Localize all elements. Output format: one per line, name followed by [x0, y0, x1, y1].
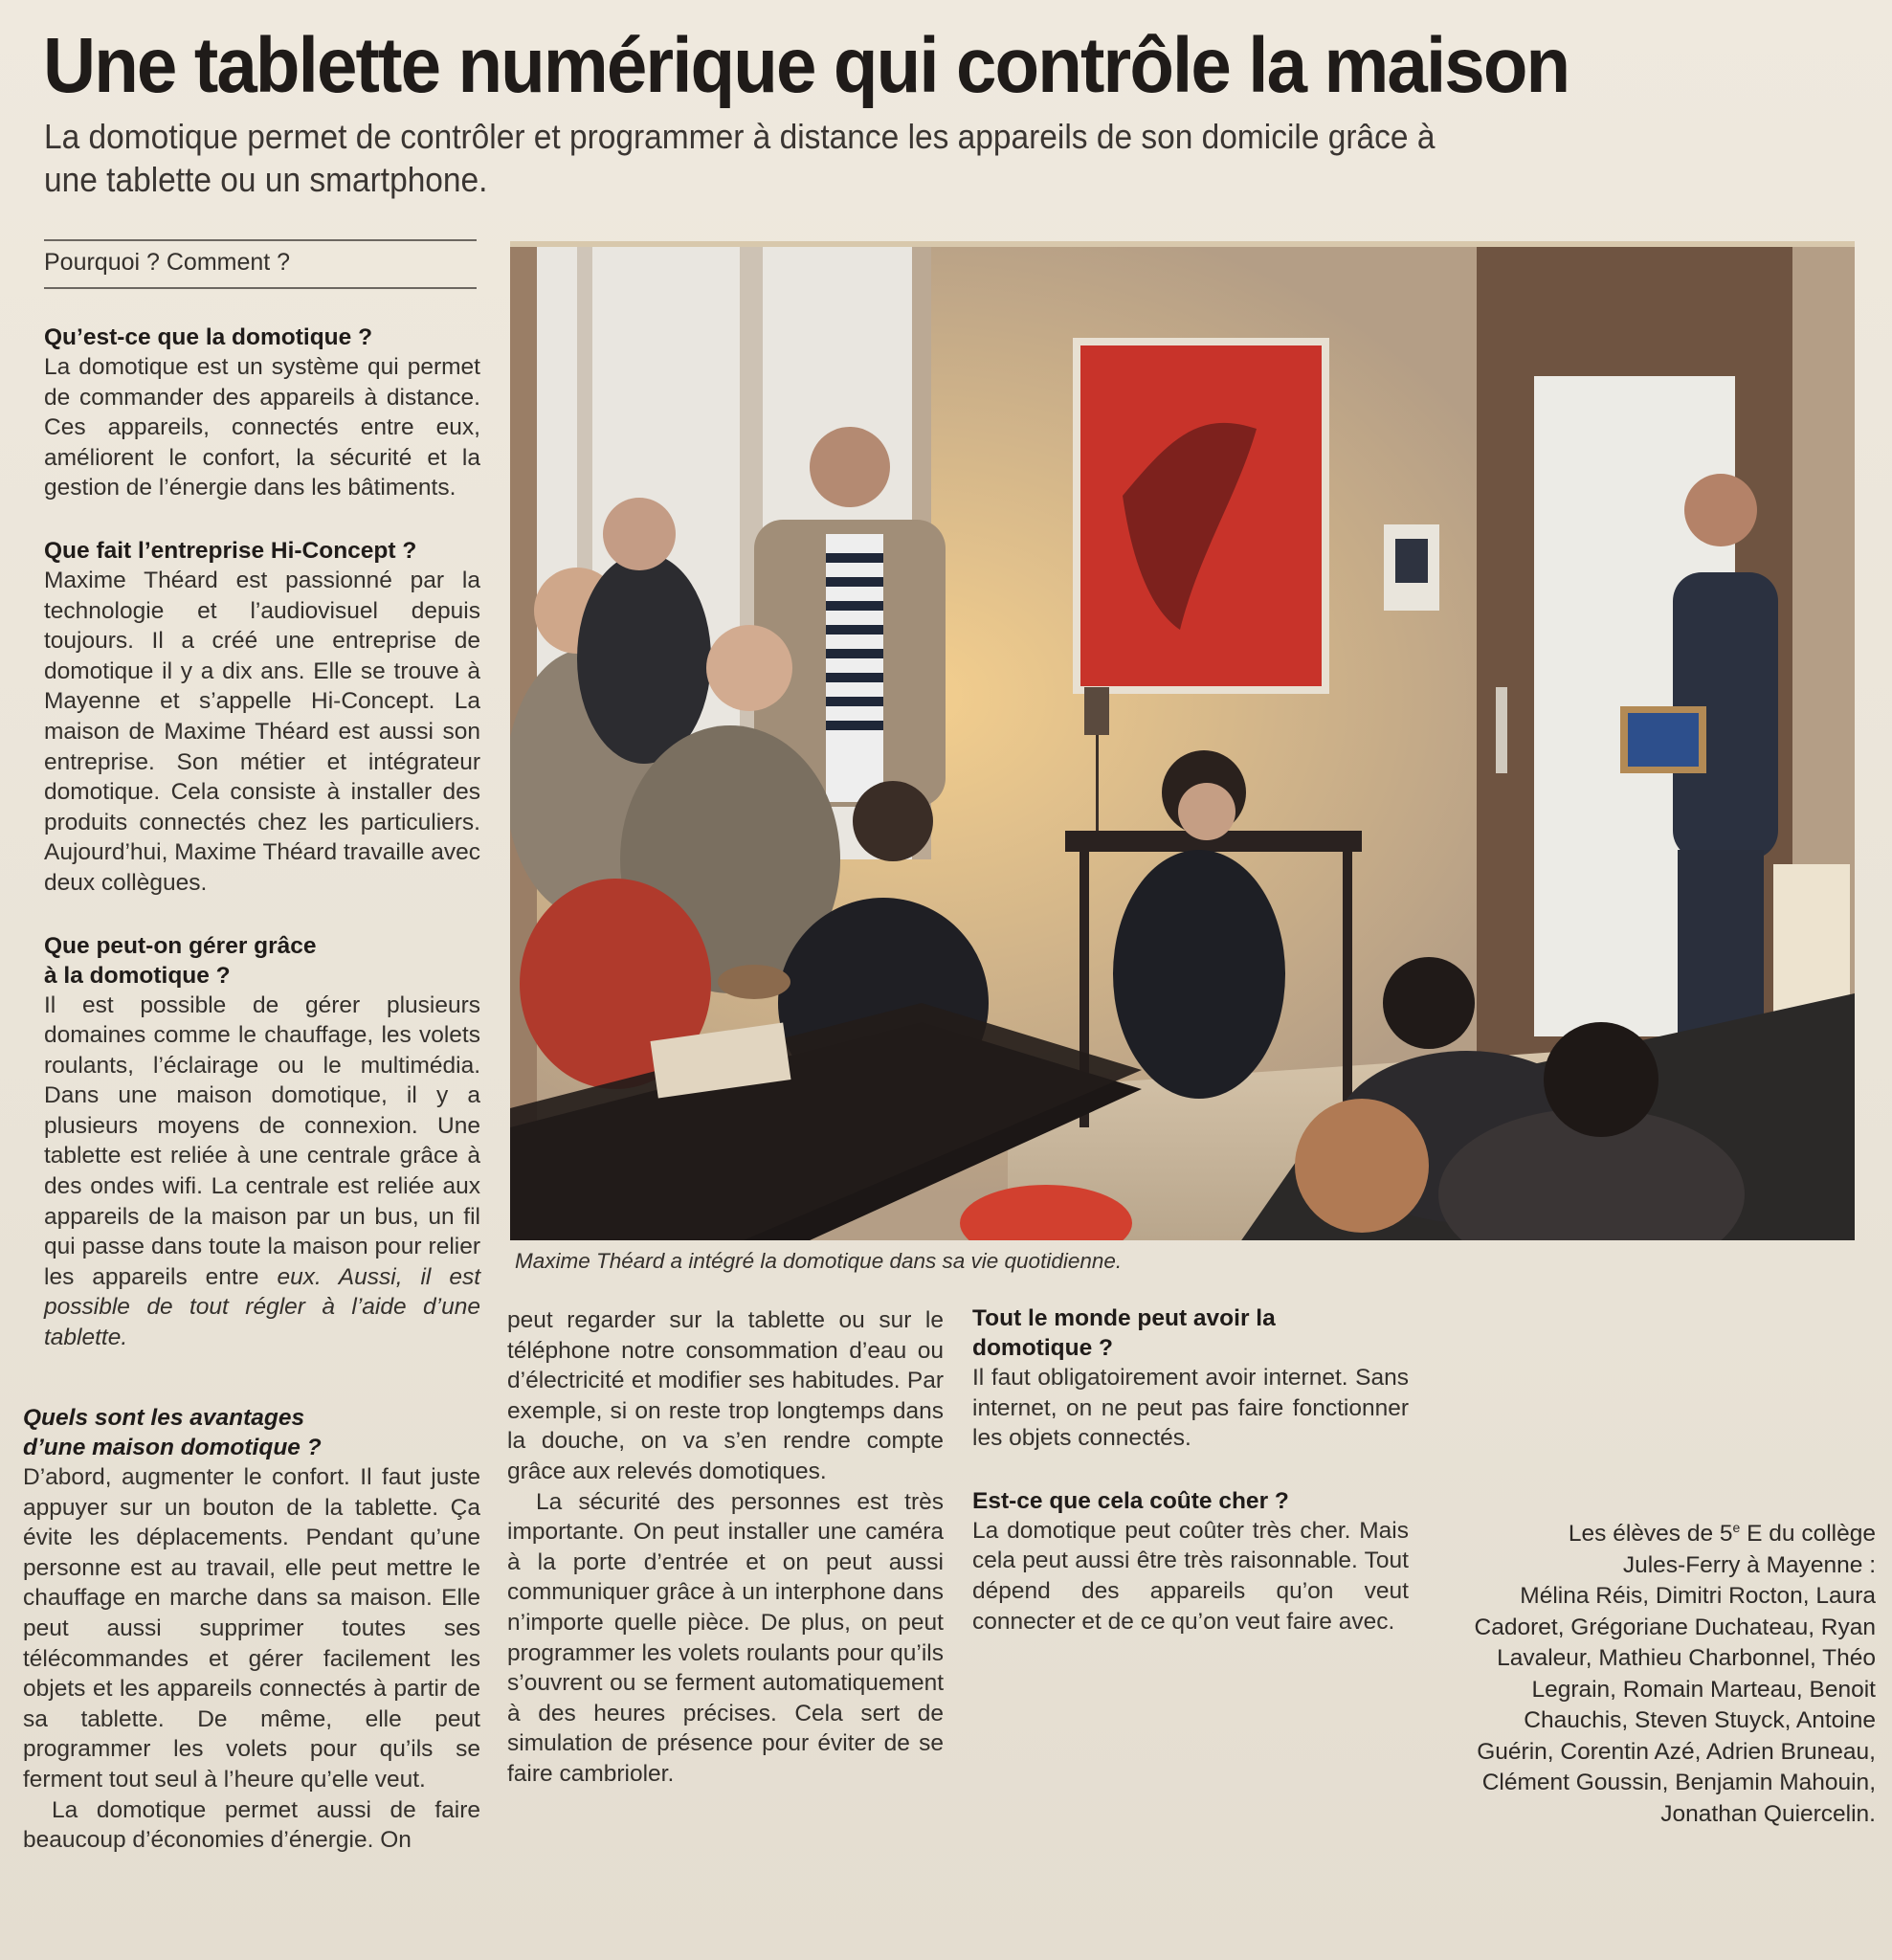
section-title: Tout le monde peut avoir la domotique ?: [972, 1305, 1276, 1361]
section-what-is: [44, 323, 480, 503]
section-body: D’abord, augmenter le confort. Il faut juste appuyer sur un bouton de la tablette. Ça évite les déplacements. Pendant qu’une personne est au travail, elle peut mettre le chauffage en marche dans sa maison. Elle peut aussi supprimer toutes ses télécommandes et gérer facilement les objets et les appareils connectés à partir de sa tablette. De même, elle peut programmer les volets pour qu’ils se ferment tout seul à l’heure qu’elle veut.: [23, 1464, 480, 1793]
credits-intro: [1440, 1512, 1876, 1550]
section-everyone: [972, 1303, 1409, 1454]
credits-names: Mélina Réis, Dimitri Rocton, Laura Cadoret, Grégoriane Duchateau, Ryan Lavaleur, Mathieu Charbonnel, Théo Legrain, Romain Marteau, Benoit Chauchis, Steven Stuyck, Antoine Guérin, Corentin Azé, Adrien Bruneau, Clément Goussin, Benjamin Mahouin, Jonathan Quiercelin.: [1474, 1583, 1876, 1827]
column-2: [507, 1305, 944, 1790]
section-body-3: peut regarder sur la tablette ou sur le téléphone notre consommation d’eau ou d’électricité et modifier ses habitudes. Par exemple, si on reste trop longtemps dans la douche, on va s’en rendre compte grâce aux relevés domotiques.: [507, 1307, 944, 1484]
rubric-label: Pourquoi ? Comment ?: [44, 239, 477, 289]
credits-intro-a: Les élèves de 5: [1568, 1521, 1733, 1547]
credits-intro-b: E du collège: [1740, 1521, 1876, 1547]
section-title: Quels sont les avantages d’une maison domotique ?: [23, 1405, 322, 1460]
section-body: [44, 991, 480, 1353]
section-cost: [972, 1486, 1409, 1637]
column-3: [972, 1303, 1409, 1669]
credits-superscript: e: [1732, 1520, 1741, 1535]
standfirst: La domotique permet de contrôler et programmer à distance les appareils de son domicile grâce à une tablette ou un smartphone.: [44, 117, 1436, 199]
section-title: Est-ce que cela coûte cher ?: [972, 1487, 1289, 1514]
section-title: Que peut-on gérer grâce à la domotique ?: [44, 932, 317, 989]
section-title: Qu’est-ce que la domotique ?: [44, 324, 373, 350]
section-title: Que fait l’entreprise Hi-Concept ?: [44, 537, 417, 564]
section-hi-concept: [44, 536, 480, 899]
section-what-manage: [44, 931, 480, 1353]
section-body: Il faut obligatoirement avoir internet. Sans internet, on ne peut pas faire fonctionner les objets connectés.: [972, 1365, 1409, 1452]
article-photo: [510, 241, 1855, 1240]
living-room-photo: [510, 247, 1855, 1240]
column-1-bottom: [23, 1403, 480, 1856]
section-body: La domotique peut coûter très cher. Mais cela peut aussi être très raisonnable. Tout dépend des appareils qu’on veut connecter et de ce qu’on veut faire avec.: [972, 1517, 1409, 1635]
body-text: Il est possible de gérer plusieurs domaines comme le chauffage, les volets roulants, l’éclairage ou le multimédia. Dans une maison domotique, il y a plusieurs moyens de connexion. Une tablette est reliée à une centrale grâce à des ondes wifi. La centrale est reliée aux appareils de la maison par un bus, un fil qui passe dans toute la maison pour relier les appareils entre: [44, 991, 480, 1290]
credits-school: Jules-Ferry à Mayenne :: [1622, 1551, 1876, 1578]
body-italic-text: eux. Aussi, il est possible de tout régler à l’aide d’une tablette.: [44, 1263, 480, 1351]
section-body-4: La sécurité des personnes est très importante. On peut installer une caméra à la porte d’entrée et on peut aussi communiquer grâce à un interphone dans n’importe quelle pièce. De plus, on peut programmer les volets roulants pour qu’ils s’ouvrent ou se ferment automatiquement à des heures précises. Cela sert de simulation de présence pour éviter de se faire cambrioler.: [507, 1488, 944, 1787]
headline: Une tablette numérique qui contrôle la maison: [43, 22, 1569, 109]
section-body: La domotique est un système qui permet de commander des appareils à distance. Ces appareils, connectés entre eux, améliorent le confort, la sécurité et la gestion de l’énergie dans les bâtiments.: [44, 354, 480, 501]
column-1: [44, 323, 480, 1353]
section-body: Maxime Théard est passionné par la technologie et l’audiovisuel depuis toujours. Il a créé une entreprise de domotique il y a dix ans. Elle se trouve à Mayenne et s’appelle Hi-Concept. La maison de Maxime Théard est aussi son entreprise. Son métier et intégrateur domotique. Cela consiste à installer des produits connectés chez les particuliers. Aujourd’hui, Maxime Théard travaille avec deux collègues.: [44, 567, 480, 896]
section-body-2: La domotique permet aussi de faire beaucoup d’économies d’énergie. On: [23, 1796, 480, 1854]
photo-caption: Maxime Théard a intégré la domotique dans sa vie quotidienne.: [515, 1249, 1123, 1273]
author-credits: [1440, 1512, 1876, 1830]
